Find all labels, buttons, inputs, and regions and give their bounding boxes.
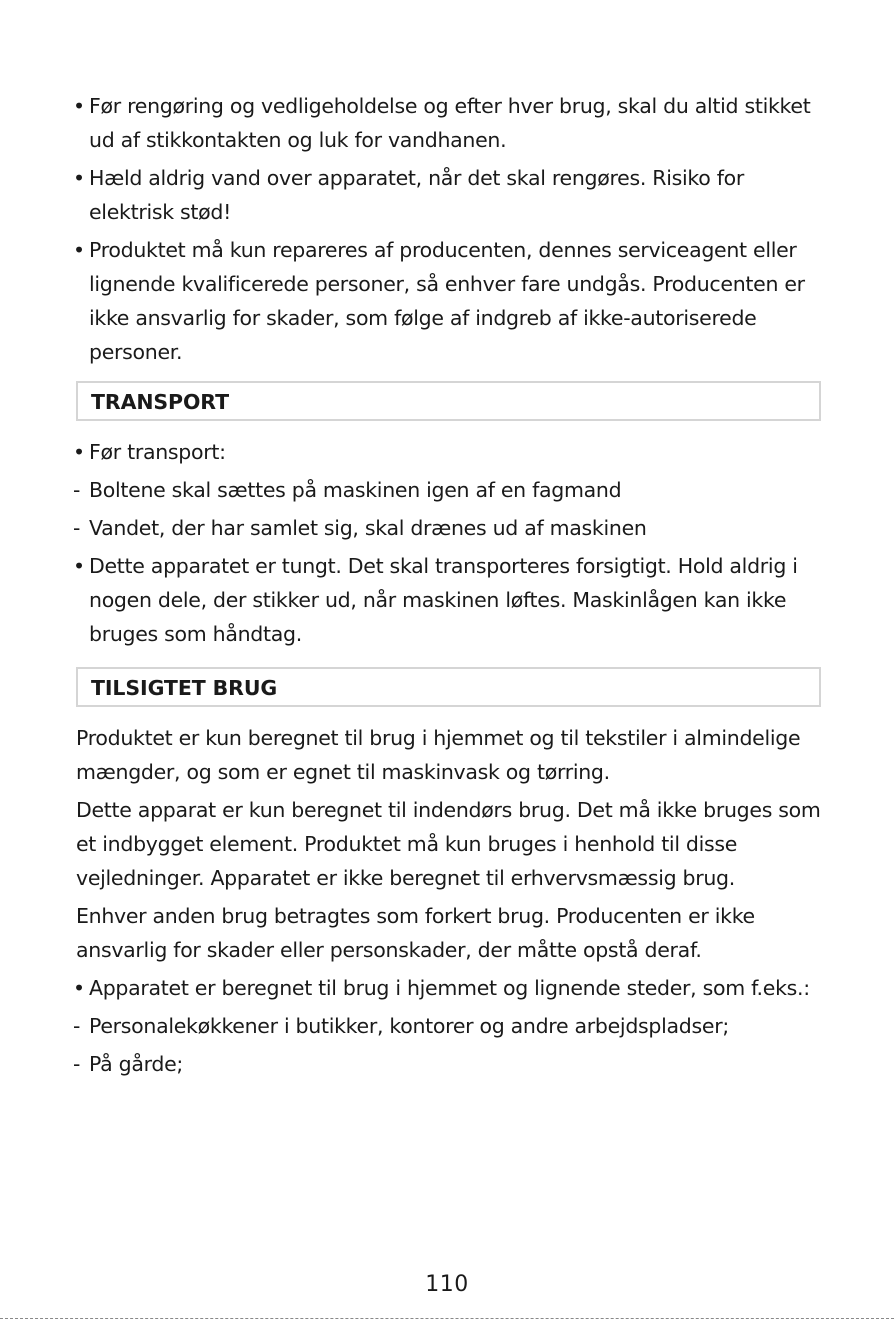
page-bottom-divider	[0, 1318, 894, 1319]
list-item-text: På gårde;	[89, 1052, 183, 1076]
bullet-marker: •	[73, 440, 85, 464]
dash-marker: -	[73, 1052, 81, 1076]
list-item	[73, 473, 821, 507]
list-item-text: Dette apparatet er tungt. Det skal transporteres forsigtigt. Hold aldrig i nogen dele, der stikker ud, når maskinen løftes. Maskinlågen kan ikke bruges som håndtag.	[89, 554, 798, 646]
list-item-text: Vandet, der har samlet sig, skal drænes ud af maskinen	[89, 516, 647, 540]
list-item	[73, 161, 821, 229]
list-item	[73, 971, 821, 1005]
paragraph: Dette apparat er kun beregnet til indendørs brug. Det må ikke bruges som et indbygget element. Produktet må kun bruges i henhold til disse vejledninger. Apparatet er ikke beregnet til erhvervsmæssig brug.	[76, 798, 821, 890]
bullet-marker: •	[73, 976, 85, 1000]
list-item-text: Personalekøkkener i butikker, kontorer og andre arbejdspladser;	[89, 1014, 729, 1038]
list-item	[73, 1009, 821, 1043]
bullet-marker: •	[73, 554, 85, 578]
paragraph: Produktet er kun beregnet til brug i hjemmet og til tekstiler i almindelige mængder, og som er egnet til maskinvask og tørring.	[76, 726, 801, 784]
bullet-marker: •	[73, 94, 85, 118]
list-item-text: Hæld aldrig vand over apparatet, når det skal rengøres. Risiko for elektrisk stød!	[89, 166, 744, 224]
list-item	[73, 511, 821, 545]
list-item-text: Apparatet er beregnet til brug i hjemmet og lignende steder, som f.eks.:	[89, 976, 810, 1000]
bullet-marker: •	[73, 238, 85, 262]
list-item	[73, 89, 821, 157]
dash-marker: -	[73, 478, 81, 502]
list-item-text: Produktet må kun repareres af producenten, dennes serviceagent eller lignende kvalificerede personer, så enhver fare undgås. Producenten er ikke ansvarlig for skader, som følge af indgreb af ikke-autoriserede personer.	[89, 238, 805, 364]
list-item-text: Før rengøring og vedligeholdelse og efter hver brug, skal du altid stikket ud af stikkontakten og luk for vandhanen.	[89, 94, 811, 152]
section-heading-transport: TRANSPORT	[76, 381, 821, 421]
list-item-text: Før transport:	[89, 440, 226, 464]
page-content	[73, 89, 821, 1085]
dash-marker: -	[73, 516, 81, 540]
list-item	[73, 1047, 821, 1081]
list-item-text: Boltene skal sættes på maskinen igen af en fagmand	[89, 478, 622, 502]
page-number: 110	[425, 1272, 469, 1297]
list-item	[73, 549, 821, 651]
list-item	[73, 435, 821, 469]
paragraph: Enhver anden brug betragtes som forkert brug. Producenten er ikke ansvarlig for skader eller personskader, der måtte opstå deraf.	[76, 904, 755, 962]
bullet-marker: •	[73, 166, 85, 190]
list-item	[73, 233, 821, 369]
dash-marker: -	[73, 1014, 81, 1038]
section-heading-intended-use: TILSIGTET BRUG	[76, 667, 821, 707]
